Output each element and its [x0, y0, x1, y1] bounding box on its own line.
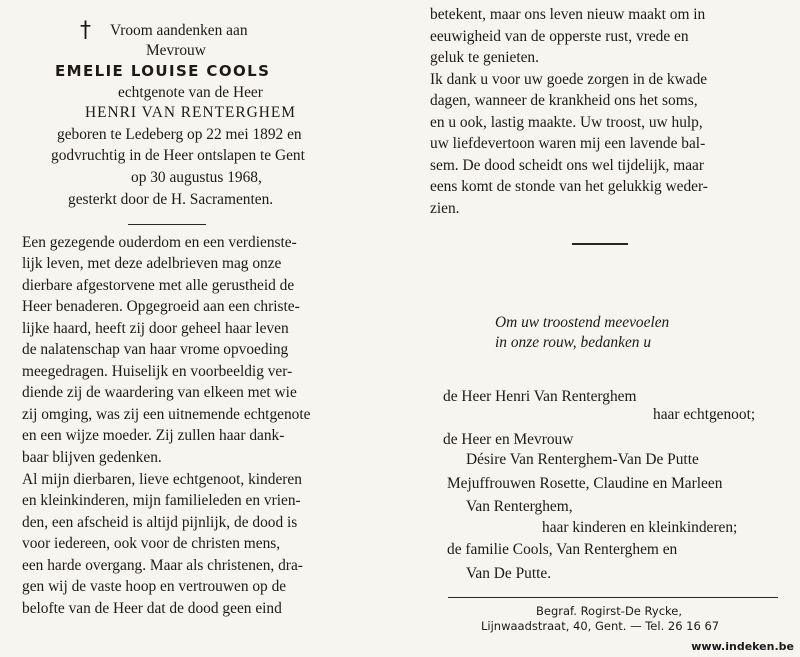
family-line: de Heer en Mevrouw — [443, 431, 574, 448]
header-line-2: Mevrouw — [146, 42, 206, 59]
body-line: Heer benaderen. Opgegroeid aan een christe- — [22, 298, 300, 315]
printer-line-2: Lijnwaadstraat, 40, Gent. — Tel. 26 16 67 — [481, 619, 720, 633]
body-line: zij omging, was zij een uitnemende echtgenote — [22, 406, 311, 423]
body-line: eens komt de stonde van het gelukkig weder- — [430, 178, 708, 195]
body-line: sem. De dood scheidt ons wel tijdelijk, maar — [430, 157, 704, 174]
header-line-7: godvruchtig in de Heer ontslapen te Gent — [51, 147, 305, 164]
body-line: lijke haard, heeft zij door geheel haar leven — [22, 320, 289, 337]
body-line: een harde overgang. Maar als christenen, dra- — [22, 557, 303, 574]
header-line-1: Vroom aandenken aan — [110, 22, 248, 39]
body-line: Ik dank u voor uw goede zorgen in de kwade — [430, 71, 708, 88]
body-line: eeuwigheid van de opperste rust, vrede en — [430, 28, 689, 45]
family-line: haar kinderen en kleinkinderen; — [542, 519, 738, 536]
body-line: den, een afscheid is altijd pijnlijk, de dood is — [22, 514, 298, 531]
body-line: baar blijven gedenken. — [22, 449, 162, 466]
body-divider — [572, 243, 628, 245]
body-line: lijk leven, met deze adelbrieven mag onze — [22, 255, 282, 272]
family-line: de familie Cools, Van Renterghem en — [447, 541, 678, 558]
header-line-6: geboren te Ledeberg op 22 mei 1892 en — [57, 126, 302, 143]
body-line: belofte van de Heer dat de dood geen eind — [22, 600, 282, 617]
body-line: Al mijn dierbaren, lieve echtgenoot, kinderen — [22, 471, 302, 488]
family-line: Désire Van Renterghem-Van De Putte — [466, 451, 699, 468]
header-line-8: op 30 augustus 1968, — [131, 169, 262, 186]
family-line: Van De Putte. — [466, 565, 552, 582]
thanks-line-1: Om uw troostend meevoelen — [495, 314, 670, 331]
body-line: voor iedereen, ook voor de christen mens, — [22, 535, 281, 552]
body-line: geluk te genieten. — [430, 49, 539, 66]
body-line: zien. — [430, 200, 460, 217]
body-line: dierbare afgestorvene met alle gerustheid de — [22, 277, 295, 294]
printer-line-1: Begraf. Rogirst-De Rycke, — [536, 604, 683, 618]
family-line: de Heer Henri Van Renterghem — [443, 388, 637, 405]
body-line: en kleinkinderen, mijn familieleden en vrien- — [22, 492, 301, 509]
watermark: www.indeken.be — [691, 640, 794, 653]
right-panel — [408, 0, 800, 657]
cross-icon: † — [80, 18, 91, 43]
footer-divider — [448, 597, 778, 598]
body-line: betekent, maar ons leven nieuw maakt om in — [430, 6, 706, 23]
body-line: Een gezegende ouderdom en een verdienste- — [22, 234, 297, 251]
body-line: diende zij de waardering van elkeen met wie — [22, 384, 297, 401]
spouse-name: HENRI VAN RENTERGHEM — [85, 104, 296, 121]
body-line: uw liefdevertoon waren mij een lavende bal- — [430, 135, 706, 152]
body-line: gen wij de vaste hoop en vertrouwen op de — [22, 578, 287, 595]
body-line: en u ook, lastig maakte. Uw troost, uw hulp, — [430, 114, 703, 131]
family-line: Van Renterghem, — [466, 498, 573, 515]
body-line: de nalatenschap van haar vrome opvoeding — [22, 341, 289, 358]
header-line-9: gesterkt door de H. Sacramenten. — [68, 191, 274, 208]
body-line: dagen, wanneer de krankheid ons het soms, — [430, 92, 698, 109]
body-line: en een wijze moeder. Zij zullen haar dank- — [22, 427, 285, 444]
family-line: Mejuffrouwen Rosette, Claudine en Marleen — [447, 475, 723, 492]
family-line: haar echtgenoot; — [653, 406, 756, 423]
body-line: meegedragen. Huiselijk en voorbeeldig ver- — [22, 363, 293, 380]
thanks-line-2: in onze rouw, bedanken u — [495, 334, 652, 351]
header-divider — [128, 224, 206, 225]
header-line-4: echtgenote van de Heer — [118, 84, 263, 101]
deceased-name: EMELIE LOUISE COOLS — [55, 62, 271, 80]
